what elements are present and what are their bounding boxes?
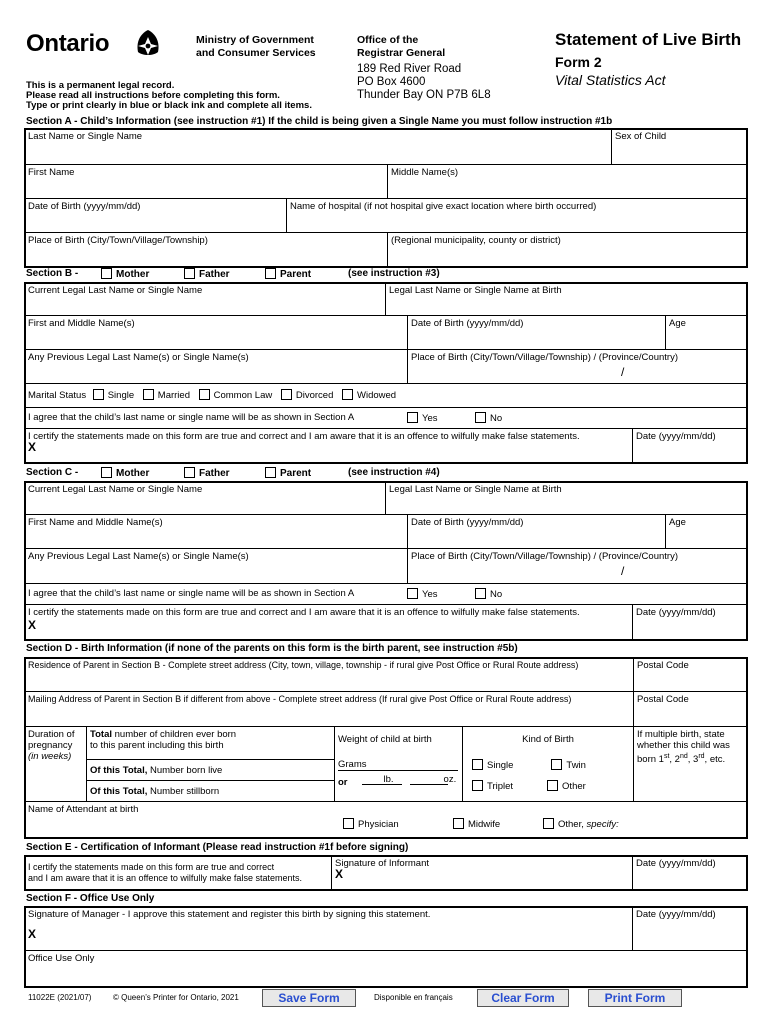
c-age-field[interactable]: Age bbox=[665, 514, 748, 549]
c-current-last-name-field[interactable]: Current Legal Last Name or Single Name bbox=[24, 481, 386, 515]
b-agree-row: I agree that the child’s last name or single name will be as shown in Section A Yes No bbox=[24, 407, 748, 429]
multiple-birth-order-field[interactable]: If multiple birth, state whether this child was born 1st, 2nd, 3rd, etc. bbox=[633, 726, 748, 802]
mailing-address-field[interactable]: Mailing Address of Parent in Section B if different from above - Complete street address (If rural give Post Office or Rural Route address) bbox=[24, 691, 634, 727]
kind-of-birth-field: Kind of Birth Single Twin Triplet Other bbox=[462, 726, 634, 802]
c-first-middle-name-field[interactable]: First Name and Middle Name(s) bbox=[24, 514, 408, 549]
birth-weight-field[interactable]: Weight of child at birth Grams or lb. oz. bbox=[334, 726, 463, 802]
b-first-middle-name-field[interactable]: First and Middle Name(s) bbox=[24, 315, 408, 350]
act-name: Vital Statistics Act bbox=[555, 72, 666, 88]
office-address: Office of the Registrar General 189 Red River Road PO Box 4600 Thunder Bay ON P7B 6L8 bbox=[357, 34, 491, 101]
residence-address-field[interactable]: Residence of Parent in Section B - Complete street address (City, town, village, township - if rural give Post Office or Rural Route address) bbox=[24, 657, 634, 692]
marital-widowed-checkbox[interactable] bbox=[342, 389, 353, 400]
c-agree-no-checkbox[interactable] bbox=[475, 588, 486, 599]
marital-married-checkbox[interactable] bbox=[143, 389, 154, 400]
child-middle-name-field[interactable]: Middle Name(s) bbox=[387, 164, 748, 199]
informant-date-field[interactable]: Date (yyyy/mm/dd) bbox=[632, 855, 748, 891]
print-form-button[interactable]: Print Form bbox=[588, 989, 682, 1007]
manager-date-field[interactable]: Date (yyyy/mm/dd) bbox=[632, 906, 748, 951]
b-agree-no-checkbox[interactable] bbox=[475, 412, 486, 423]
office-use-field[interactable]: Office Use Only bbox=[24, 950, 748, 988]
copyright: © Queen’s Printer for Ontario, 2021 bbox=[113, 993, 239, 1002]
attendant-midwife-checkbox[interactable] bbox=[453, 818, 464, 829]
kind-other-checkbox[interactable] bbox=[547, 780, 558, 791]
trillium-logo-icon bbox=[134, 28, 162, 60]
ontario-logo: Ontario bbox=[26, 30, 110, 57]
marital-single-checkbox[interactable] bbox=[93, 389, 104, 400]
clear-form-button[interactable]: Clear Form bbox=[477, 989, 569, 1007]
marital-common-law-checkbox[interactable] bbox=[199, 389, 210, 400]
child-place-of-birth-field[interactable]: Place of Birth (City/Town/Village/Township) bbox=[24, 232, 388, 268]
stillborn-field[interactable]: Of this Total, Number stillborn bbox=[86, 780, 335, 802]
section-c-mother-checkbox[interactable] bbox=[101, 467, 112, 478]
c-previous-names-field[interactable]: Any Previous Legal Last Name(s) or Single Name(s) bbox=[24, 548, 408, 584]
intro-text: This is a permanent legal record. Please read all instructions before completing this form. Type or print clearly in blue or black ink and complete all items. bbox=[26, 80, 312, 111]
section-c-father-checkbox[interactable] bbox=[184, 467, 195, 478]
b-place-of-birth-field[interactable]: Place of Birth (City/Town/Village/Township) / (Province/Country) / bbox=[407, 349, 748, 384]
born-live-field[interactable]: Of this Total, Number born live bbox=[86, 759, 335, 781]
c-birth-last-name-field[interactable]: Legal Last Name or Single Name at Birth bbox=[385, 481, 748, 515]
child-region-field[interactable]: (Regional municipality, county or district) bbox=[387, 232, 748, 268]
b-date-field[interactable]: Date (yyyy/mm/dd) bbox=[632, 428, 748, 464]
b-current-last-name-field[interactable]: Current Legal Last Name or Single Name bbox=[24, 282, 386, 316]
c-certify-field[interactable]: I certify the statements made on this form are true and correct and I am aware that it is an offence to wilfully make false statements. X bbox=[24, 604, 633, 641]
french-notice: Disponible en français bbox=[374, 993, 453, 1002]
c-place-of-birth-field[interactable]: Place of Birth (City/Town/Village/Township) / (Province/Country) / bbox=[407, 548, 748, 584]
manager-signature-field[interactable]: Signature of Manager - I approve this statement and register this birth by signing this statement. X bbox=[24, 906, 633, 951]
save-form-button[interactable]: Save Form bbox=[262, 989, 356, 1007]
ministry-name: Ministry of Government and Consumer Services bbox=[196, 34, 316, 59]
c-date-field[interactable]: Date (yyyy/mm/dd) bbox=[632, 604, 748, 641]
child-sex-field[interactable]: Sex of Child bbox=[611, 128, 748, 165]
marital-divorced-checkbox[interactable] bbox=[281, 389, 292, 400]
b-birth-last-name-field[interactable]: Legal Last Name or Single Name at Birth bbox=[385, 282, 748, 316]
section-e-heading: Section E - Certification of Informant (Please read instruction #1f before signing) bbox=[26, 842, 409, 853]
c-dob-field[interactable]: Date of Birth (yyyy/mm/dd) bbox=[407, 514, 666, 549]
kind-triplet-checkbox[interactable] bbox=[472, 780, 483, 791]
section-c-parent-checkbox[interactable] bbox=[265, 467, 276, 478]
form-number: Form 2 bbox=[555, 54, 602, 70]
section-d-heading: Section D - Birth Information (if none of the parents on this form is the birth parent, see instruction #5b) bbox=[26, 643, 518, 654]
hospital-field[interactable]: Name of hospital (if not hospital give exact location where birth occurred) bbox=[286, 198, 748, 233]
section-c-heading: Section C - Mother Father Parent (see instruction #4) bbox=[26, 467, 440, 479]
section-b-heading: Section B - Mother Father Parent (see instruction #3) bbox=[26, 268, 440, 280]
section-f-heading: Section F - Office Use Only bbox=[26, 893, 155, 904]
section-b-parent-checkbox[interactable] bbox=[265, 268, 276, 279]
kind-twin-checkbox[interactable] bbox=[551, 759, 562, 770]
section-b-mother-checkbox[interactable] bbox=[101, 268, 112, 279]
b-age-field[interactable]: Age bbox=[665, 315, 748, 350]
child-dob-field[interactable]: Date of Birth (yyyy/mm/dd) bbox=[24, 198, 287, 233]
section-a-heading: Section A - Child’s Information (see instruction #1) If the child is being given a Single Name you must follow instruction #1b bbox=[26, 116, 613, 127]
residence-postal-code-field[interactable]: Postal Code bbox=[633, 657, 748, 692]
section-b-father-checkbox[interactable] bbox=[184, 268, 195, 279]
mailing-postal-code-field[interactable]: Postal Code bbox=[633, 691, 748, 727]
attendant-physician-checkbox[interactable] bbox=[343, 818, 354, 829]
form-code: 11022E (2021/07) bbox=[28, 993, 92, 1002]
kind-single-checkbox[interactable] bbox=[472, 759, 483, 770]
attendant-other-checkbox[interactable] bbox=[543, 818, 554, 829]
form-title: Statement of Live Birth bbox=[555, 30, 742, 49]
b-dob-field[interactable]: Date of Birth (yyyy/mm/dd) bbox=[407, 315, 666, 350]
c-agree-row: I agree that the child’s last name or single name will be as shown in Section A Yes No bbox=[24, 583, 748, 605]
b-certify-field[interactable]: I certify the statements made on this form are true and correct and I am aware that it is an offence to wilfully make false statements. X bbox=[24, 428, 633, 464]
b-agree-yes-checkbox[interactable] bbox=[407, 412, 418, 423]
informant-certify-text: I certify the statements made on this form are true and correct and I am aware that it is an offence to wilfully make false statements. bbox=[24, 855, 332, 891]
child-last-name-field[interactable]: Last Name or Single Name bbox=[24, 128, 612, 165]
b-marital-status-row: Marital Status Single Married Common Law Divorced Widowed bbox=[24, 383, 748, 408]
child-first-name-field[interactable]: First Name bbox=[24, 164, 388, 199]
pregnancy-duration-field[interactable]: Duration of pregnancy (in weeks) bbox=[24, 726, 87, 802]
informant-signature-field[interactable]: Signature of Informant X bbox=[331, 855, 633, 891]
attendant-field[interactable]: Name of Attendant at birth Physician Midwife Other, specify: bbox=[24, 801, 748, 839]
c-agree-yes-checkbox[interactable] bbox=[407, 588, 418, 599]
b-previous-names-field[interactable]: Any Previous Legal Last Name(s) or Single Name(s) bbox=[24, 349, 408, 384]
total-children-field[interactable]: Total number of children ever born to this parent including this birth bbox=[86, 726, 335, 760]
